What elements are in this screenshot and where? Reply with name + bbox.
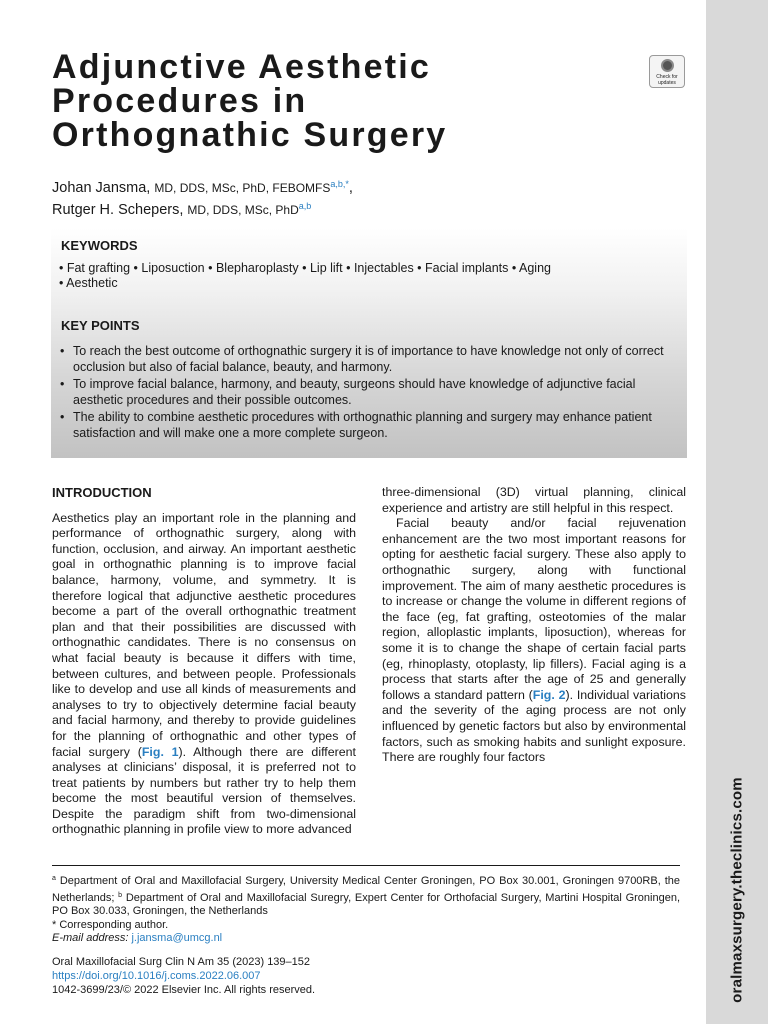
figure-1-link[interactable]: Fig. 1 [141,744,179,759]
keywords-box [51,228,687,458]
title-line: Adjunctive Aesthetic [52,48,432,86]
keywords-heading: KEYWORDS [61,238,138,253]
section-heading: INTRODUCTION [52,485,152,500]
crossmark-icon [661,59,674,72]
figure-2-link[interactable]: Fig. 2 [532,687,566,702]
key-point-item: • To improve facial balance, harmony, and beauty, surgeons should have knowledge of adjunctive facial aesthetic procedures and their possible outcomes. [59,376,679,408]
affiliations: $^a$ Department of Oral and Maxillofacial Surgery, University Medical Center Groningen, PO Box 30.001, Groningen 9700RB, the Netherlands; $^b$ Department of Oral and Maxillofacial Suregry, Expert Center for Orthofacial Surgery, Martini Hospital Groningen, PO Box 30.033, Groningen, the Netherlands [52,875,681,917]
copyright-line: 1042-3699/23/© 2022 Elsevier Inc. All rights reserved. [52,984,316,996]
key-point-item: • The ability to combine aesthetic procedures with orthognathic planning and surgery may enhance patient satisfaction and will make one a more complete surgeon. [59,409,679,441]
footnote-divider [52,865,680,866]
article-title [52,50,612,152]
intro-paragraph-1: Aesthetics play an important role in the planning and performance of orthognathic surgery, along with function, occlusion, and airway. An important aesthetic goal in orthognathic planning is to improve facial balance, harmony, volume, and symmetry. It is therefore logical that adjunctive aesthetic procedures become a part of the overall orthognathic treatment plan and that their possibilities are discussed with orthognathic candidates. There is no consensus on what facial beauty is because it differs with time, between cultures, and between people. Professionals like to develop and use all kinds of measurements and analyses to try to objectively determine facial beauty and facial harmony, and thereby to provide guidelines for the planning of orthognathic and other types of facial surgery (Fig. 1). Although there are different analyses at clinicians’ disposal, it is preferred not to treat patients by numbers but rather try to help them become the most beautiful version of themselves. Despite the paradigm shift from two-dimensional orthognathic planning in profile view to more advanced [52,510,356,837]
author-affiliation[interactable]: a,b,* [330,179,349,189]
check-for-updates-badge[interactable] [649,55,685,88]
intro-column-right [382,485,686,766]
author-1: Johan Jansma, MD, DDS, MSc, PhD, $FEBOMFS^{a,b,*}$, [52,179,353,196]
author-degrees: MD, DDS, MSc, PhD [187,203,299,217]
intro-column-left [52,485,356,838]
key-point-item: • To reach the best outcome of orthognathic surgery it is of importance to have knowledge not only of correct occlusion but also of facial balance, beauty, and harmony. [59,343,679,375]
key-points-heading: KEY POINTS [61,318,140,333]
intro-paragraph-1-continued: three-dimensional (3D) virtual planning, clinical experience and artistry are still helpful in this respect. [382,485,686,515]
citation-block [52,955,315,997]
author-list [52,175,353,219]
title-line: Orthognathic Surgery [52,116,448,154]
journal-citation: Oral Maxillofacial Surg Clin N Am 35 (2023) 139–152 [52,956,311,968]
keywords-list: • Fat grafting • Liposuction • Blepharoplasty • Lip lift • Injectables • Facial implants • Aging • Aesthetic [59,261,551,290]
email-link[interactable]: j.jansma@umcg.nl [131,932,223,944]
email-line [52,932,680,946]
footnotes [52,872,680,946]
author-name: Johan Jansma, [52,180,151,196]
doi-link[interactable]: https://doi.org/10.1016/j.coms.2022.06.007 [52,970,261,982]
author-degrees: MD, DDS, MSc, PhD, FEBOMFS [154,181,331,195]
intro-paragraph-2: Facial beauty and/or facial rejuvenation enhancement are the two most important reasons for opting for aesthetic facial surgery. These also apply to orthognathic surgery, along with functional improvement. The aim of many aesthetic procedures is to increase or change the volume in different regions of the face (eg, fat grafting, osteotomies of the malar region, alloplastic implants, liposuction), whereas for some it is to change the shape of certain facial parts (eg, rhinoplasty, otoplasty, lip fillers). Facial aging is a process that starts after the age of 25 and generally follows a standard pattern (Fig. 2). Individual variations and the severity of the aging process are not only influenced by genetic factors but also by environmental factors, such as smoking habits and sunlight exposure. There are roughly four factors [382,516,686,765]
author-2 [52,197,353,219]
title-line: Procedures in [52,82,308,120]
journal-website: oralmaxsurgery.theclinics.com [728,777,746,1003]
key-points-list [59,343,679,442]
author-name: Rutger H. Schepers, [52,202,184,218]
badge-label: Check for updates [656,74,678,86]
author-affiliation[interactable]: a,b [298,201,312,211]
corresponding-author: * Corresponding author. [52,918,169,931]
email-label: E-mail address: [52,932,129,944]
